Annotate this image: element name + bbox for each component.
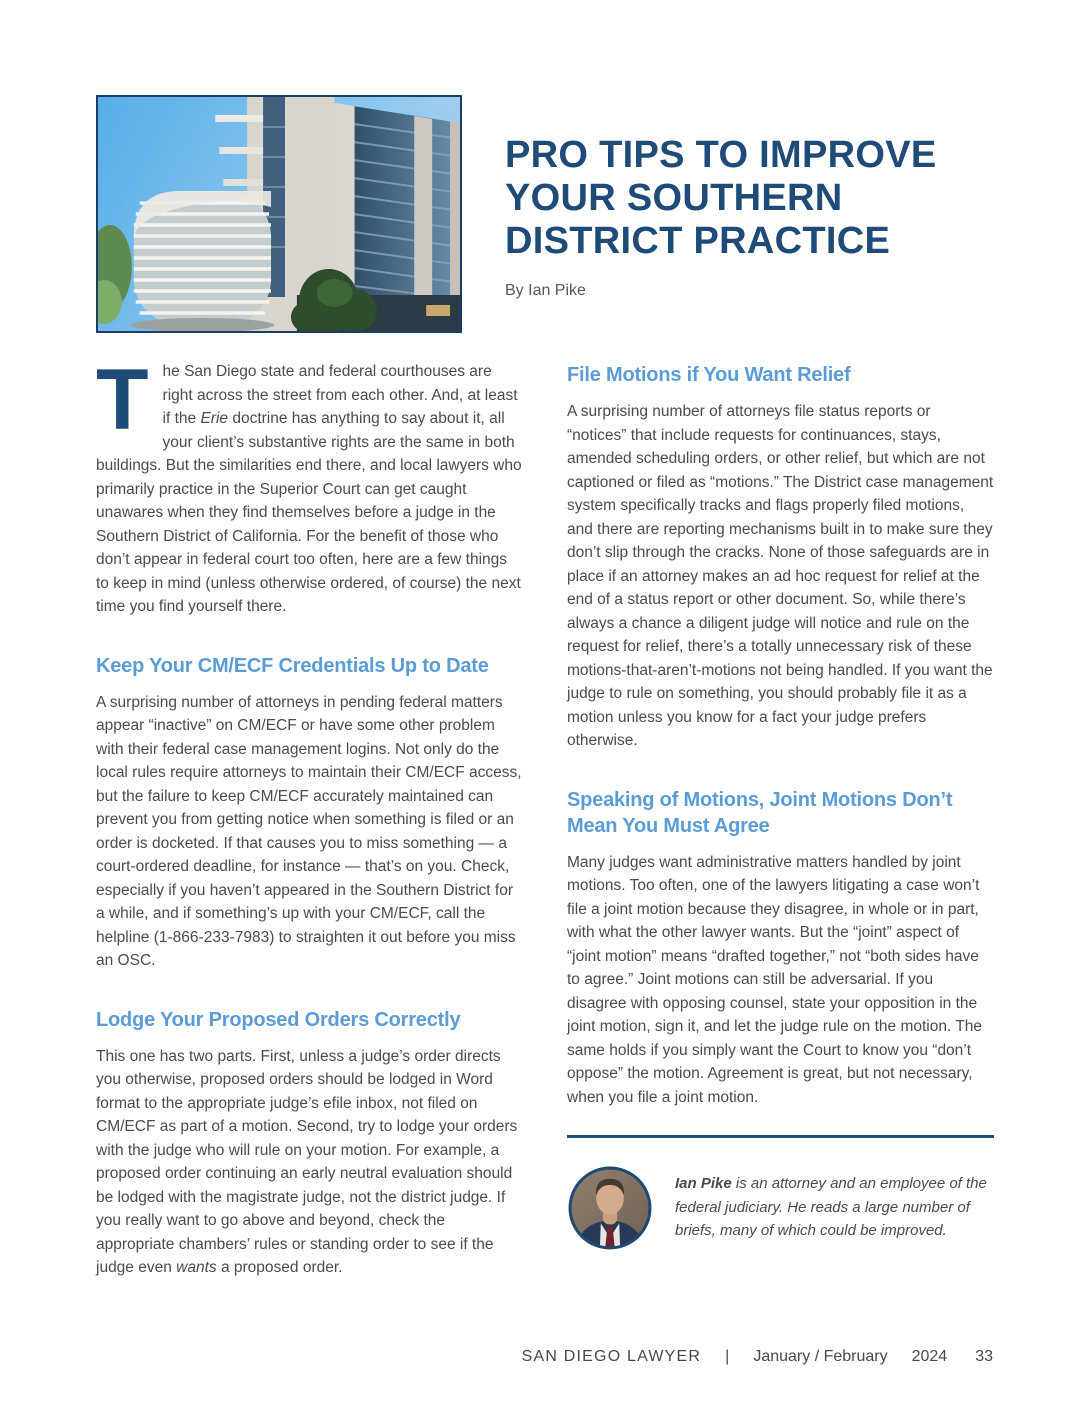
left-column (96, 352, 523, 1280)
bio-divider (567, 1135, 994, 1138)
section-lodge-orders (96, 1007, 523, 1280)
section-heading: Lodge Your Proposed Orders Correctly (96, 1008, 461, 1031)
article-header (505, 134, 1005, 300)
intro-text: he San Diego state and federal courthouses are right across the street from each other. And, at least if the Erie doctrine has anything to say about it, all your client’s substantive rights are the same in both buildings. But the similarities end there, and local lawyers who primarily practice in the Superior Court can get caught unawares when they find themselves before a judge in the Southern District of California. For the benefit of those who don’t appear in federal court too often, here are a few things to keep in mind (unless otherwise ordered, of course) the next time you find yourself there. (96, 363, 522, 615)
section-heading: Keep Your CM/ECF Credentials Up to Date (96, 654, 489, 677)
courthouse-photo (96, 95, 462, 333)
section-cmecf (96, 653, 523, 973)
section-paragraph: Many judges want administrative matters handled by joint motions. Too often, one of the lawyers litigating a case won’t file a joint motion because they disagree, in whole or in part, with what the other lawyer wants. But the “joint” aspect of “joint motion” means “drafted together,” not “both sides have to agree.” Joint motions can still be adversarial. If you disagree with opposing counsel, state your opposition in the joint motion, sign it, and let the judge rule on the motion. The same holds if you simply want the Court to know you “don’t oppose” the motion. Agreement is great, but not necessary, when you file a joint motion. (567, 853, 983, 1106)
author-headshot-illustration (567, 1165, 653, 1251)
magazine-name: SAN DIEGO LAWYER (521, 1348, 702, 1365)
footer (522, 1348, 993, 1366)
bio-text: Ian Pike is an attorney and an employee of the federal judiciary. He reads a large number of briefs, many of which could be improved. (675, 1175, 987, 1239)
issue-date: January / February (753, 1348, 888, 1365)
author-photo (567, 1165, 653, 1251)
page-title: DISTRICT PRACTICE (505, 220, 891, 262)
section-paragraph: This one has two parts. First, unless a judge’s order directs you otherwise, proposed orders should be lodged in Word format to the appropriate judge’s efile inbox, not filed on CM/ECF as part of a motion. Second, try to lodge your orders with the judge who will rule on your motion. For example, a proposed order continuing an early neutral evaluation should be lodged with the magistrate judge, not the district judge. If you really want to go above and beyond, check the appropriate chambers’ rules or standing order to see if the judge even wants a proposed order. (96, 1047, 518, 1276)
courthouse-illustration (98, 97, 460, 331)
section-paragraph: A surprising number of attorneys file status reports or “notices” that include requests for continuances, stays, amended scheduling orders, or other relief, but which are not captioned or filed as “motions.” The District case management system specifically tracks and flags properly filed motions, and there are reporting mechanisms built in to make sure they don’t slip through the cracks. None of those safeguards are in place if an attorney makes an ad hoc request for relief at the end of a status report or other document. So, while there’s always a chance a diligent judge will notice and rule on the request for relief, there’s a totally unnecessary risk of these motions-that-aren’t-motions not being handled. If you want the judge to rule on something, you should probably file it as a motion unless you know for a fact your judge prefers otherwise. (567, 403, 994, 749)
page-number: 33 (975, 1348, 993, 1365)
section-file-motions (567, 362, 994, 753)
right-column (567, 360, 994, 1280)
page-title: PRO TIPS TO IMPROVE (505, 134, 937, 176)
article-body (96, 352, 994, 1280)
footer-separator: | (725, 1348, 730, 1365)
intro-paragraph (96, 352, 523, 619)
author-bio (567, 1165, 994, 1251)
page-title: YOUR SOUTHERN (505, 177, 843, 219)
section-joint-motions (567, 787, 994, 1110)
section-heading: File Motions if You Want Relief (567, 364, 851, 386)
section-paragraph: A surprising number of attorneys in pending federal matters appear “inactive” on CM/ECF or have some other problem with their federal case management logins. Not only do the local rules require attorneys to maintain their CM/ECF access, but the failure to keep CM/ECF accurately maintained can prevent you from getting notice when something is filed or an order is docketed. If that causes you to miss something — a court-ordered deadline, for instance — that’s on you. Check, especially if you haven’t appeared in the Southern District for a while, and if something’s up with your CM/ECF, call the helpline (1-866-233-7983) to straighten it out before you miss an OSC. (96, 693, 522, 969)
byline: By Ian Pike (505, 282, 586, 299)
issue-year: 2024 (911, 1348, 948, 1365)
section-heading: Speaking of Motions, Joint Motions Don’t Mean You Must Agree (567, 788, 953, 837)
drop-cap: T (96, 352, 149, 448)
